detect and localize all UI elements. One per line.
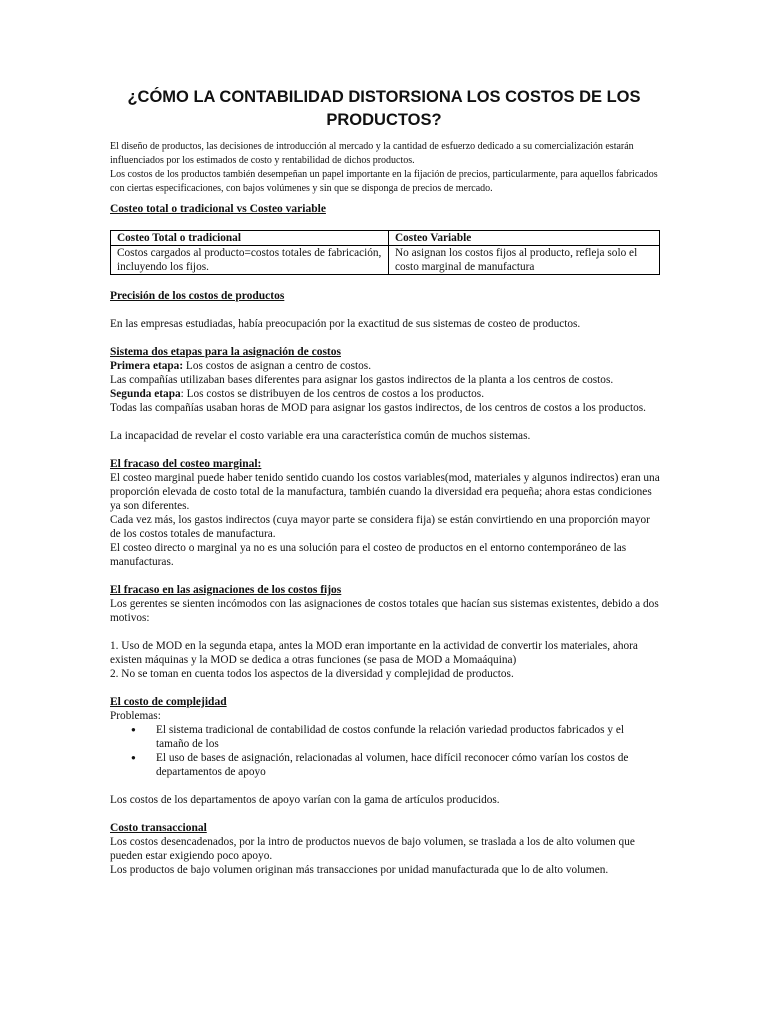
intro-paragraph-1: El diseño de productos, las decisiones de introducción al mercado y la cantidad de esfuerzo dedicado a su comercialización estarán influenciados por los estimados de costo y rentabilidad de dichos productos. (110, 141, 634, 166)
heading-costo-transaccional: Costo transaccional (110, 822, 207, 834)
paragraph: Cada vez más, los gastos indirectos (cuya mayor parte se considera fija) se están convirtiendo en una proporción mayor de los costos totales de manufactura. (110, 514, 650, 540)
comparison-table (110, 230, 660, 275)
table-header-cell: Costeo Total o tradicional (111, 231, 389, 246)
paragraph: Problemas: (110, 710, 161, 722)
table-header-cell: Costeo Variable (389, 231, 660, 246)
table-cell: No asignan los costos fijos al producto, refleja solo el costo marginal de manufactura (389, 246, 660, 275)
heading-fracaso-costos-fijos: El fracaso en las asignaciones de los costos fijos (110, 584, 342, 596)
paragraph: La incapacidad de revelar el costo variable era una característica común de muchos sistemas. (110, 430, 531, 442)
paragraph: Todas las compañías usaban horas de MOD para asignar los gastos indirectos, de los centros de costos a los productos. (110, 402, 647, 414)
heading-costeo-total-vs-variable: Costeo total o tradicional vs Costeo variable (110, 203, 326, 215)
label-segunda-etapa: Segunda etapa (110, 388, 181, 400)
intro-paragraph-2: Los costos de los productos también desempeñan un papel importante en la fijación de precios, particularmente, para aquellos fabricados con ciertas especificaciones, con bajos volúmenes y sin que se disponga de precios de mercado. (110, 169, 658, 194)
paragraph: En las empresas estudiadas, había preocupación por la exactitud de sus sistemas de costeo de productos. (110, 318, 581, 330)
paragraph: Los costos desencadenados, por la intro de productos nuevos de bajo volumen, se traslada a los de alto volumen que pueden estar exigiendo poco apoyo. (110, 836, 635, 862)
bullet-list (110, 723, 660, 779)
text: : Los costos se distribuyen de los centros de costos a los productos. (180, 388, 485, 400)
list-item: 1. Uso de MOD en la segunda etapa, antes la MOD eran importante en la actividad de convertir los materiales, ahora existen máquinas y la MOD se dedica a otras funciones (se pasa de MOD a Momaáquina) (110, 640, 638, 666)
paragraph (110, 359, 660, 373)
text: Los costos de asignan a centro de costos. (183, 360, 372, 372)
list-item: ● El uso de bases de asignación, relacionadas al volumen, hace difícil reconocer cómo varían los costos de departamentos de apoyo (156, 751, 660, 779)
list-item: ● El sistema tradicional de contabilidad de costos confunde la relación variedad productos fabricados y el tamaño de los (156, 723, 660, 751)
heading-costo-complejidad: El costo de complejidad (110, 696, 227, 708)
table-header-row (111, 231, 660, 246)
list-item: 2. No se toman en cuenta todos los aspectos de la diversidad y complejidad de productos. (110, 668, 514, 680)
table-row (111, 246, 660, 275)
heading-sistema-dos-etapas: Sistema dos etapas para la asignación de costos (110, 346, 341, 358)
paragraph: El costeo directo o marginal ya no es una solución para el costeo de productos en el entorno contemporáneo de las manufacturas. (110, 542, 627, 568)
page-title: ¿CÓMO LA CONTABILIDAD DISTORSIONA LOS COSTOS DE LOS PRODUCTOS? (127, 88, 641, 129)
heading-fracaso-costeo-marginal: El fracaso del costeo marginal: (110, 458, 262, 470)
label-primera-etapa: Primera etapa: (110, 360, 184, 372)
heading-precision: Precisión de los costos de productos (110, 290, 285, 302)
paragraph: Los gerentes se sienten incómodos con las asignaciones de costos totales que hacían sus sistemas existentes, debido a dos motivos: (110, 598, 659, 624)
paragraph: Las compañías utilizaban bases diferentes para asignar los gastos indirectos de la planta a los centros de costos. (110, 374, 614, 386)
paragraph (110, 387, 660, 401)
paragraph: Los costos de los departamentos de apoyo varían con la gama de artículos producidos. (110, 794, 500, 806)
paragraph: El costeo marginal puede haber tenido sentido cuando los costos variables(mod, materiales y algunos indirectos) eran una proporción elevada de costo total de la manufactura, también cuando la diversidad era pequeña; ahora estas condiciones ya son diferentes. (110, 472, 660, 512)
table-cell: Costos cargados al producto=costos totales de fabricación, incluyendo los fijos. (111, 246, 389, 275)
document-body (110, 140, 660, 877)
paragraph: Los productos de bajo volumen originan más transacciones por unidad manufacturada que lo de alto volumen. (110, 864, 609, 876)
